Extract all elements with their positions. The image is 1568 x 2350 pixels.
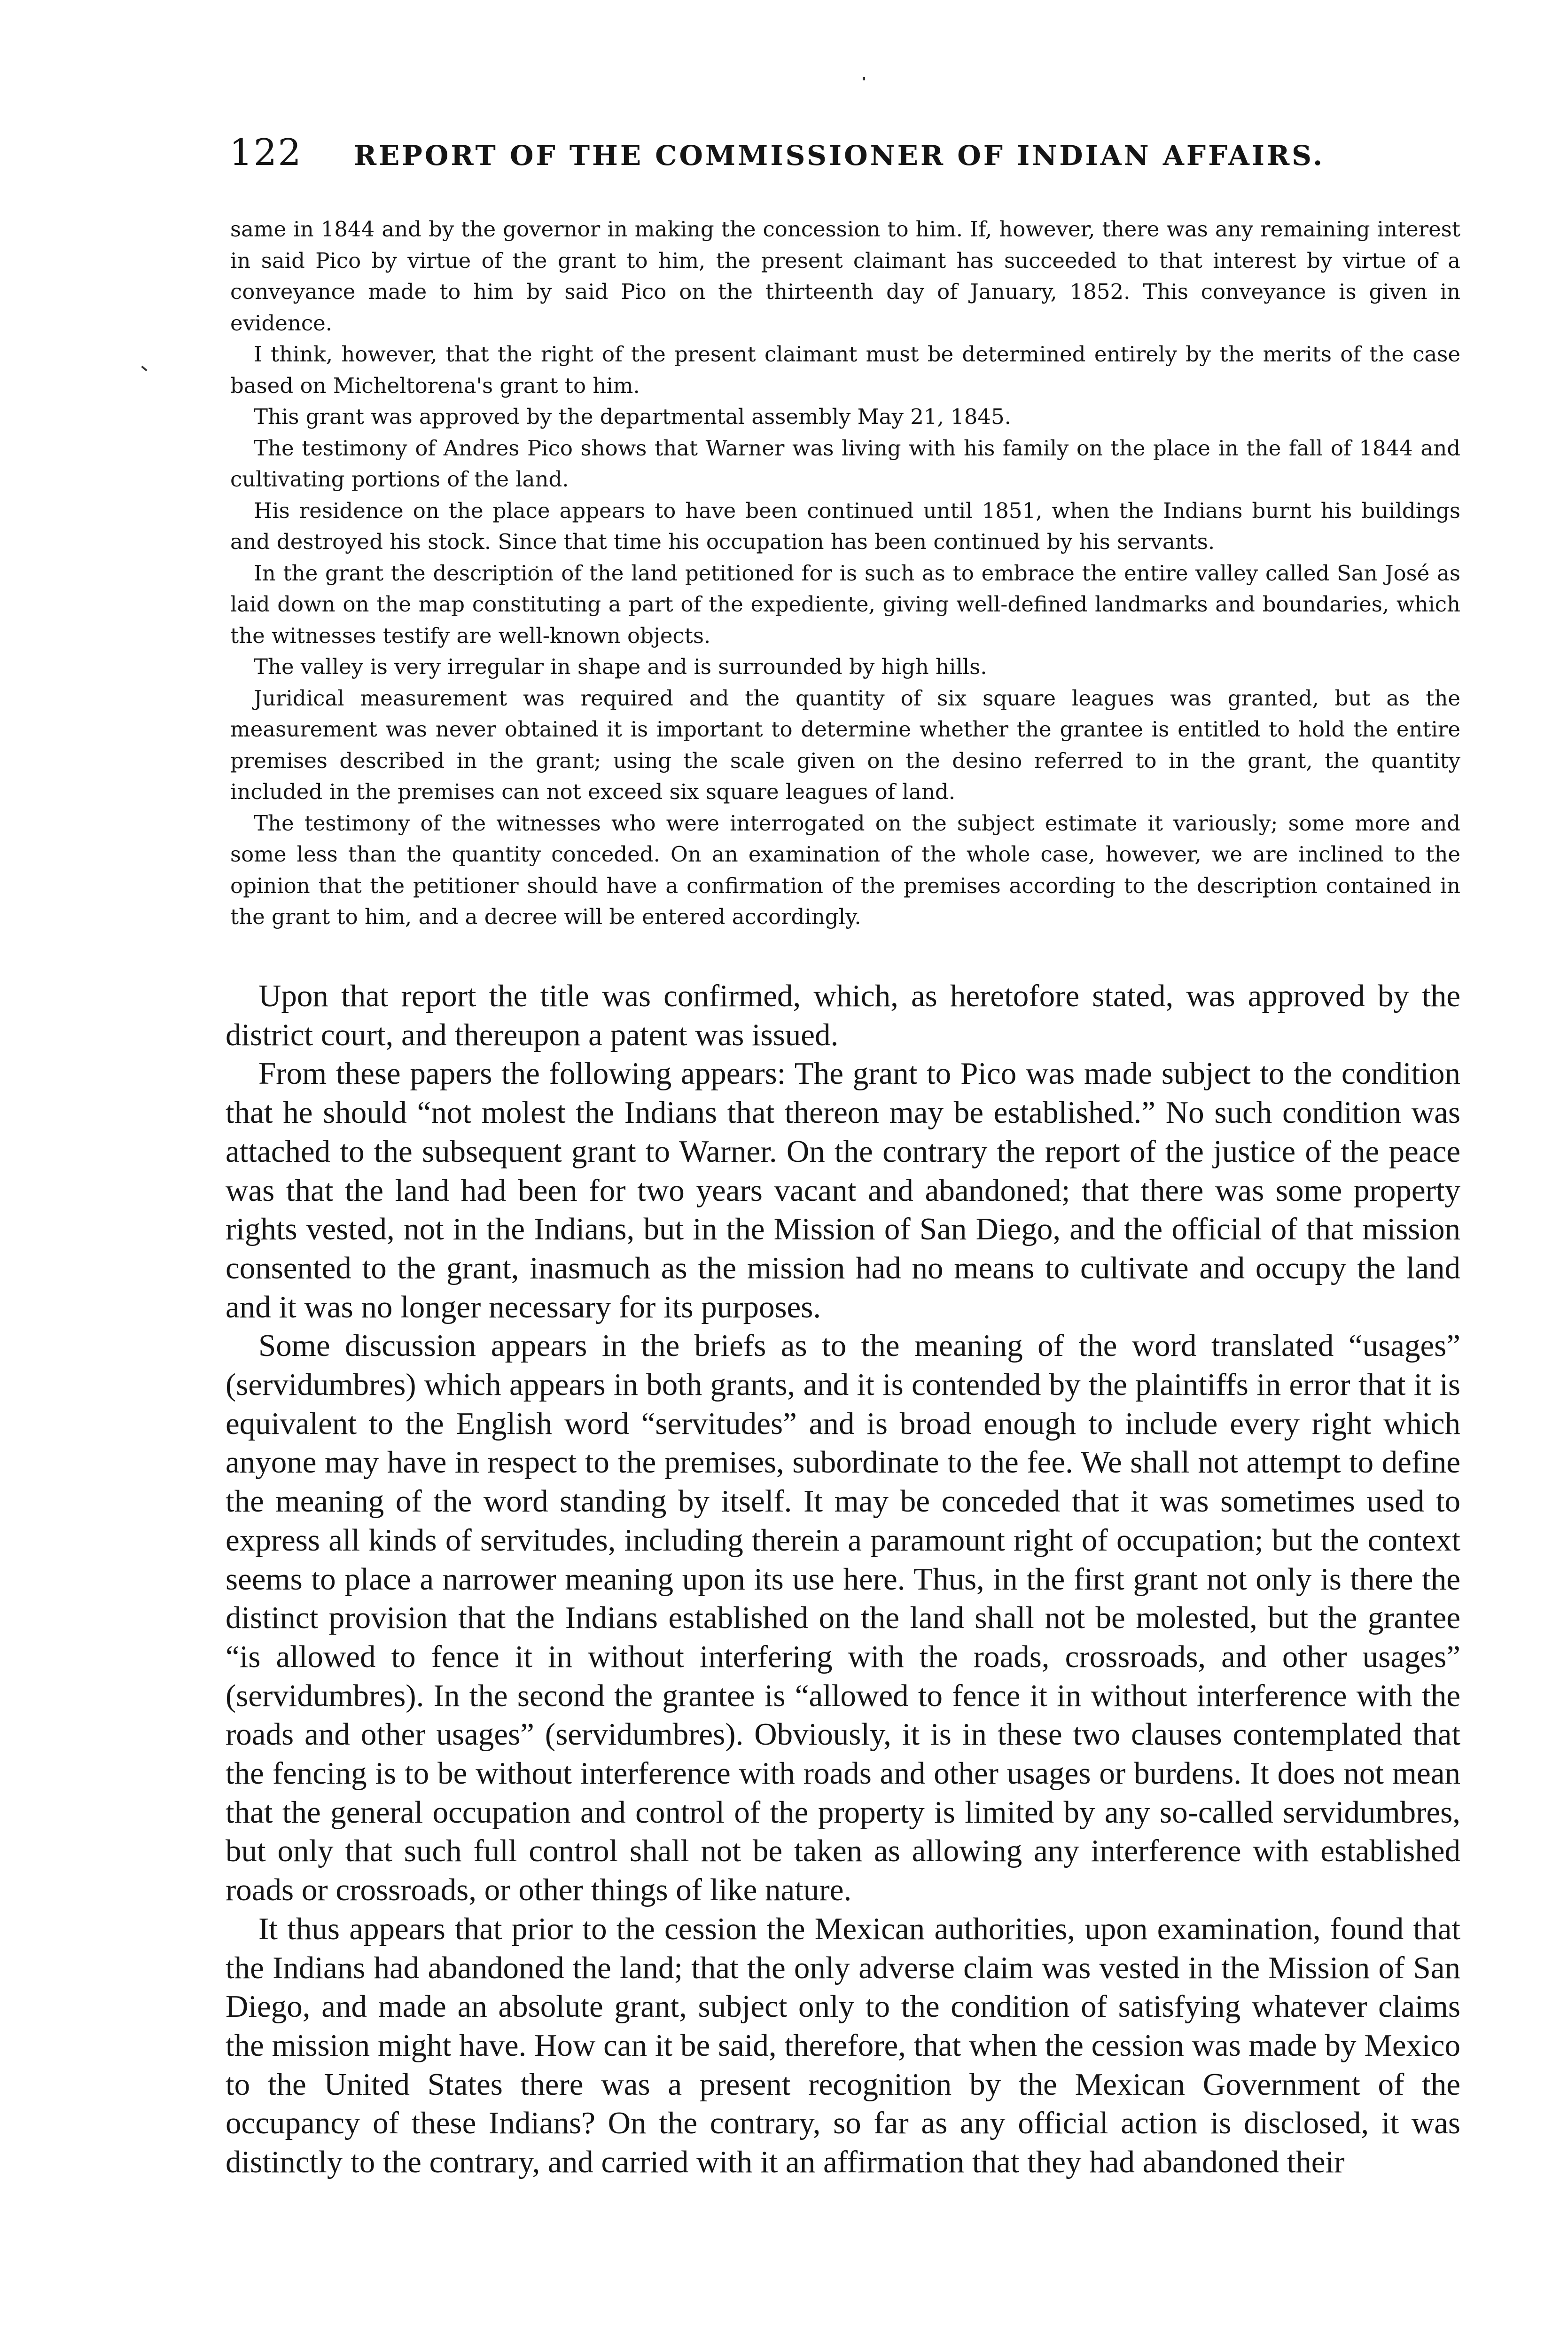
quoted-paragraph: In the grant the description of the land petitioned for is such as to embrace the entire valley called San José as laid down on the map constituting a part of the expediente, giving well-defined landmarks and boundaries, which the witnesses testify are well-known objects. xyxy=(230,560,1460,648)
quoted-report-extract xyxy=(230,214,1460,933)
quoted-paragraph: The valley is very irregular in shape and is surrounded by high hills. xyxy=(254,654,987,679)
body-paragraph: From these papers the following appears: The grant to Pico was made subject to the condition that he should “not molest the Indians that thereon may be established.” No such condition was attached to the subsequent grant to Warner. On the contrary the report of the justice of the peace was that the land had been for two years vacant and abandoned; that there was some property rights vested, not in the Indians, but in the Mission of San Diego, and the official of that mission consented to the grant, inasmuch as the mission had no means to cultivate and occupy the land and it was no longer necessary for its purposes. xyxy=(226,1056,1460,1324)
quoted-paragraph: Juridical measurement was required and the quantity of six square leagues was granted, but as the measurement was never obtained it is important to determine whether the grantee is entitled to hold the entire premises described in the grant; using the scale given on the desino referred to in the grant, the quantity included in the premises can not exceed six square leagues of land. xyxy=(230,685,1460,804)
body-paragraph: Some discussion appears in the briefs as to the meaning of the word translated “usages” (servidumbres) which appears in both grants, and it is contended by the plaintiffs in error that it is equivalent to the English word “servitudes” and is broad enough to include every right which anyone may have in respect to the premises, subordinate to the fee. We shall not attempt to define the meaning of the word standing by itself. It may be conceded that it was sometimes used to express all kinds of servitudes, including therein a paramount right of occupation; but the context seems to place a narrower meaning upon its use here. Thus, in the first grant not only is there the distinct provision that the Indians established on the land shall not be molested, but the grantee “is allowed to fence it in without interfering with the roads, crossroads, and other usages” (servidumbres). In the second the grantee is “allowed to fence it in without interference with the roads and other usages” (servidumbres). Obviously, it is in these two clauses contemplated that the fencing is to be without interference with roads and other usages or burdens. It does not mean that the general occupation and control of the property is limited by any so-called servidumbres, but only that such full control shall not be taken as allowing any interference with established roads or crossroads, or other things of like nature. xyxy=(226,1328,1460,1908)
stray-mark-top xyxy=(863,77,865,80)
body-paragraph: Upon that report the title was confirmed, which, as heretofore stated, was approved by the district court, and thereupon a patent was issued. xyxy=(226,979,1460,1052)
quoted-paragraph: The testimony of Andres Pico shows that Warner was living with his family on the place in the fall of 1844 and cultivating portions of the land. xyxy=(230,435,1460,492)
page-header xyxy=(229,132,1460,174)
quoted-paragraph: I think, however, that the right of the present claimant must be determined entirely by the merits of the case based on Micheltorena's grant to him. xyxy=(230,342,1460,398)
quoted-paragraph: His residence on the place appears to have been continued until 1851, when the Indians burnt his buildings and destroyed his stock. Since that time his occupation has been continued by his servants. xyxy=(230,498,1460,554)
page-number: 122 xyxy=(229,132,302,174)
running-head: REPORT OF THE COMMISSIONER OF INDIAN AFFAIRS. xyxy=(353,140,1325,172)
body-text xyxy=(226,977,1460,2182)
body-paragraph: It thus appears that prior to the cession the Mexican authorities, upon examination, found that the Indians had abandoned the land; that the only adverse claim was vested in the Mission of San Diego, and made an absolute grant, subject only to the condition of satisfying whatever claims the mission might have. How can it be said, therefore, that when the cession was made by Mexico to the United States there was a present recognition by the Mexican Government of the occupancy of these Indians? On the contrary, so far as any official action is disclosed, it was distinctly to the contrary, and carried with it an affirmation that they had abandoned their xyxy=(226,1911,1460,2180)
quoted-paragraph: The testimony of the witnesses who were interrogated on the subject estimate it variously; some more and some less than the quantity conceded. On an examination of the whole case, however, we are inclined to the opinion that the petitioner should have a confirmation of the premises according to the description contained in the grant to him, and a decree will be entered accordingly. xyxy=(230,810,1460,929)
stray-mark-left xyxy=(141,366,147,371)
quoted-paragraph: This grant was approved by the departmental assembly May 21, 1845. xyxy=(254,404,1011,429)
quoted-paragraph: same in 1844 and by the governor in making the concession to him. If, however, there was any remaining interest in said Pico by virtue of the grant to him, the present claimant has succeeded to that interest by virtue of a conveyance made to him by said Pico on the thirteenth day of January, 1852. This conveyance is given in evidence. xyxy=(230,217,1460,336)
